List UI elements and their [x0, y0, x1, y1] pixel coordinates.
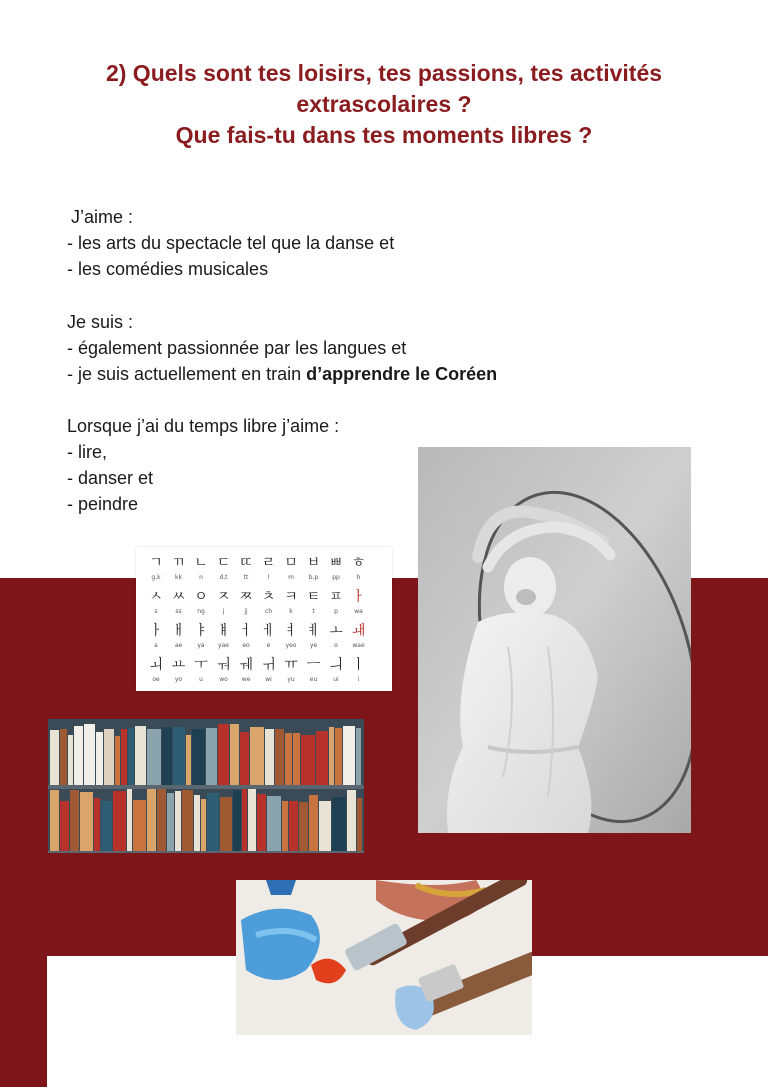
book-spine	[194, 795, 200, 851]
book-spine	[316, 731, 328, 785]
hangul-letter: ㅑ	[194, 623, 208, 639]
freetime-heading: Lorsque j’ai du temps libre j’aime :	[67, 416, 340, 436]
hangul-letter: ㅃ	[329, 555, 343, 571]
book-spine	[319, 801, 331, 851]
hangul-letter: ㅈ	[216, 589, 231, 605]
book-spine	[133, 800, 146, 851]
hangul-letter: ㅙ	[351, 623, 366, 639]
hangul-romanization: oe	[152, 676, 160, 683]
iam-section	[67, 309, 497, 387]
hangul-romanization: g,k	[151, 574, 161, 581]
dancer-photo	[418, 447, 691, 833]
bookshelf-photo	[48, 719, 364, 853]
book-spine	[192, 729, 205, 785]
book-spine	[282, 801, 288, 851]
hangul-romanization: ye	[309, 642, 318, 649]
hangul-romanization: wa	[354, 608, 363, 615]
likes-section	[67, 204, 394, 282]
hangul-letter: ㄸ	[239, 555, 253, 571]
iam-item-text: - je suis actuellement en train	[67, 364, 307, 384]
hangul-letter: ㄷ	[216, 555, 231, 571]
title-line-2: extrascolaires ?	[296, 91, 472, 117]
book-spine	[147, 729, 161, 785]
book-spine	[113, 791, 126, 851]
title-line-1: 2) Quels sont tes loisirs, tes passions, tes activités	[105, 60, 663, 86]
book-spine	[115, 736, 120, 785]
book-spine	[147, 789, 156, 851]
hangul-letter: ㅊ	[261, 589, 276, 605]
book-spine	[309, 795, 318, 851]
hangul-letter: ㄲ	[171, 555, 186, 571]
title-line-3: Que fais-tu dans tes moments libres ?	[175, 122, 593, 148]
book-spine	[101, 801, 112, 851]
hangul-letter: ㅡ	[306, 657, 321, 673]
hangul-letter: ㅟ	[261, 657, 276, 673]
hangul-letter: ㅆ	[171, 589, 186, 605]
book-spine	[250, 727, 264, 785]
hangul-chart-image	[136, 547, 392, 691]
book-spine	[289, 801, 298, 851]
hangul-romanization: h	[356, 574, 361, 581]
book-spine	[335, 728, 342, 785]
hangul-romanization: pp	[332, 574, 340, 581]
book-spine	[128, 728, 134, 785]
page-title	[40, 58, 728, 151]
book-spine	[329, 727, 334, 785]
book-spine	[293, 733, 300, 785]
hangul-letter: ㅁ	[284, 555, 298, 571]
book-spine	[347, 790, 356, 851]
hangul-romanization: jj	[244, 608, 248, 615]
hangul-romanization: j	[222, 608, 225, 615]
bookshelf-image	[48, 719, 364, 853]
maroon-left-strip	[0, 956, 47, 1087]
hangul-romanization: t	[312, 608, 315, 615]
hangul-letter: ㅜ	[194, 657, 208, 673]
book-spine	[299, 802, 308, 851]
book-spine	[173, 727, 185, 785]
book-spine	[267, 796, 281, 851]
freetime-item: - lire,	[67, 442, 107, 462]
hangul-romanization: yeo	[285, 642, 297, 649]
paint-image	[236, 880, 532, 1035]
book-spine	[96, 732, 103, 785]
hangul-letter: ㅣ	[351, 657, 366, 673]
book-spine	[248, 789, 256, 851]
hangul-letter: ㅐ	[171, 623, 186, 639]
likes-item: - les comédies musicales	[67, 259, 269, 279]
hangul-romanization: yu	[287, 676, 295, 683]
book-spine	[356, 728, 361, 785]
shelf-board	[48, 785, 364, 789]
likes-heading: J’aime :	[71, 207, 134, 227]
book-spine	[233, 790, 241, 851]
hangul-romanization: wi	[265, 676, 272, 683]
book-spine	[207, 793, 219, 851]
dancer-image	[418, 447, 691, 833]
book-spine	[127, 789, 132, 851]
hangul-letter: ㅌ	[306, 589, 321, 605]
book-spine	[285, 733, 292, 785]
book-spine	[60, 801, 69, 851]
hangul-letter: ㅕ	[284, 623, 298, 639]
paint-photo	[236, 880, 532, 1035]
book-spine	[50, 730, 59, 785]
hangul-letter: ㅔ	[261, 623, 276, 639]
hangul-letter: ㄱ	[149, 555, 163, 571]
hangul-romanization: i	[357, 676, 360, 683]
freetime-item: - danser et	[67, 468, 154, 488]
hangul-romanization: e	[266, 642, 271, 649]
hangul-romanization: u	[199, 676, 203, 683]
hangul-letter: ㄹ	[261, 555, 276, 571]
hangul-letter: ㅚ	[149, 657, 163, 673]
book-spine	[218, 724, 229, 785]
hangul-letter: ㅖ	[306, 623, 321, 639]
hangul-romanization: ui	[333, 676, 339, 683]
hangul-letter: ㅒ	[216, 623, 231, 639]
book-spine	[220, 797, 232, 851]
book-spine	[201, 799, 206, 851]
hangul-romanization: ae	[174, 642, 183, 649]
hangul-romanization: ya	[197, 642, 205, 649]
hangul-letter: ㅍ	[329, 589, 343, 605]
hangul-romanization: n	[199, 574, 203, 581]
likes-item: - les arts du spectacle tel que la danse et	[67, 233, 395, 253]
hangul-romanization: p	[334, 608, 338, 615]
book-spine	[206, 728, 217, 785]
book-spine	[175, 791, 181, 851]
book-spine	[84, 724, 95, 785]
book-spine	[182, 790, 193, 851]
hangul-chart	[136, 547, 392, 691]
hangul-romanization: we	[241, 676, 251, 683]
book-spine	[230, 724, 239, 785]
hangul-romanization: ng	[197, 608, 205, 615]
hangul-romanization: l	[267, 574, 270, 581]
hangul-romanization: k	[289, 608, 293, 615]
hangul-romanization: a	[154, 642, 158, 649]
hangul-romanization: m	[288, 574, 294, 581]
book-spine	[265, 729, 274, 785]
hangul-letter: ㅅ	[149, 589, 163, 605]
book-spine	[332, 797, 346, 851]
hangul-letter: ㅂ	[306, 555, 321, 571]
iam-item: - également passionnée par les langues et	[67, 338, 407, 358]
hangul-letter: ㅋ	[284, 589, 298, 605]
book-spine	[343, 726, 355, 785]
hangul-letter: ㅉ	[239, 589, 253, 605]
book-spine	[257, 794, 266, 851]
hangul-letter: ㄴ	[194, 555, 208, 571]
hangul-romanization: yo	[174, 676, 183, 683]
hangul-letter: ㅠ	[284, 657, 298, 673]
hangul-romanization: eu	[309, 676, 318, 683]
book-spine	[240, 732, 249, 785]
shelf-board	[48, 851, 364, 853]
hangul-romanization: o	[334, 642, 338, 649]
iam-item-bold: d’apprendre le Coréen	[306, 364, 498, 384]
book-spine	[68, 735, 73, 785]
hangul-romanization: wae	[352, 642, 365, 649]
hangul-romanization: tt	[243, 574, 249, 581]
freetime-item: - peindre	[67, 494, 139, 514]
book-spine	[74, 726, 83, 785]
hangul-letter: ㅗ	[329, 623, 343, 639]
book-spine	[121, 729, 127, 785]
hangul-letter: ㅛ	[171, 657, 186, 673]
book-spine	[162, 727, 172, 785]
hangul-romanization: eo	[242, 642, 250, 649]
hangul-letter: ㅎ	[351, 555, 366, 571]
hangul-letter: ㅝ	[216, 657, 231, 673]
book-spine	[301, 735, 315, 785]
book-spine	[80, 792, 93, 851]
book-spine	[70, 790, 79, 851]
hangul-letter: ㅢ	[329, 657, 343, 673]
hangul-romanization: ss	[175, 608, 182, 615]
iam-item	[67, 361, 497, 387]
book-spine	[157, 789, 166, 851]
book-spine	[104, 729, 114, 785]
book-spine	[94, 798, 100, 851]
hangul-romanization: b,p	[308, 574, 319, 581]
book-spine	[135, 726, 146, 785]
hangul-letter: ㅞ	[239, 657, 253, 673]
hangul-letter: ㅏ	[351, 589, 366, 605]
book-spine	[242, 789, 247, 851]
iam-heading: Je suis :	[67, 312, 134, 332]
hangul-letter: ㅏ	[149, 623, 163, 639]
book-spine	[60, 729, 67, 785]
hangul-romanization: wo	[219, 676, 228, 683]
hangul-letter: ㅇ	[194, 589, 208, 605]
freetime-section	[67, 413, 339, 517]
book-spine	[275, 729, 284, 785]
book-spine	[50, 790, 59, 851]
hangul-romanization: ch	[264, 608, 273, 615]
book-spine	[357, 798, 362, 851]
book-spine	[167, 793, 174, 851]
hangul-romanization: s	[154, 608, 158, 615]
hangul-romanization: yae	[218, 642, 229, 649]
book-spine	[186, 735, 191, 785]
hangul-romanization: d,t	[219, 574, 228, 581]
hangul-letter: ㅓ	[239, 623, 253, 639]
hangul-romanization: kk	[175, 574, 182, 581]
